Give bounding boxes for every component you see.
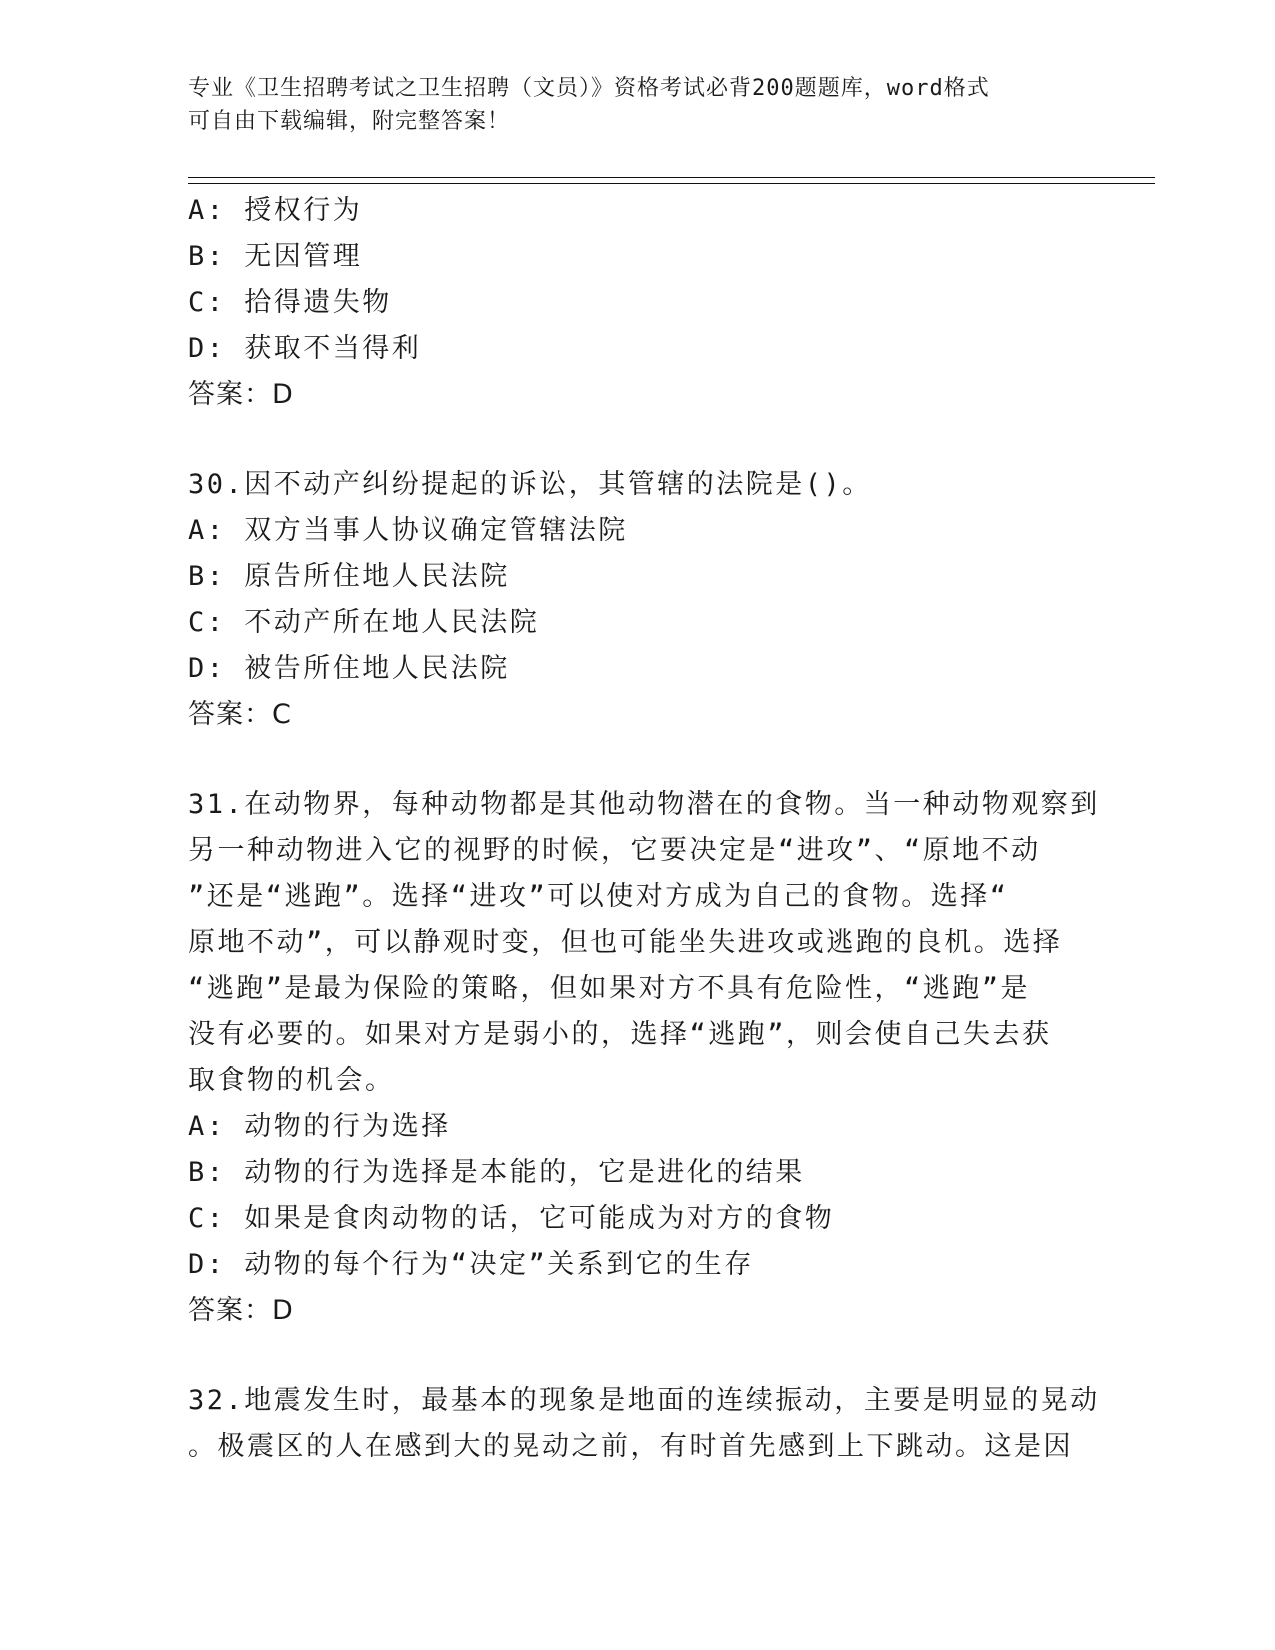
question-stem-line: 。极震区的人在感到大的晃动之前，有时首先感到上下跳动。这是因 bbox=[188, 1431, 1073, 1462]
question-31-block bbox=[188, 782, 1100, 1334]
option-b: B: 无因管理 bbox=[188, 241, 363, 272]
header-divider-bottom bbox=[188, 183, 1155, 184]
header-line-1: 专业《卫生招聘考试之卫生招聘（文员）》资格考试必背200题题库，word格式 bbox=[188, 76, 990, 101]
option-d: D: 被告所住地人民法院 bbox=[188, 653, 510, 684]
option-a: A: 动物的行为选择 bbox=[188, 1111, 451, 1142]
question-stem-line: ”还是“逃跑”。选择“进攻”可以使对方成为自己的食物。选择“ bbox=[188, 881, 1009, 912]
option-d: D: 获取不当得利 bbox=[188, 333, 422, 364]
question-stem: 30.因不动产纠纷提起的诉讼，其管辖的法院是()。 bbox=[188, 469, 872, 500]
question-stem-line: 另一种动物进入它的视野的时候，它要决定是“进攻”、“原地不动 bbox=[188, 835, 1041, 866]
option-b: B: 动物的行为选择是本能的，它是进化的结果 bbox=[188, 1157, 805, 1188]
answer-label: 答案：D bbox=[188, 379, 294, 410]
header-line-2: 可自由下载编辑，附完整答案！ bbox=[188, 109, 511, 134]
spacer bbox=[188, 418, 1088, 462]
header-divider-top bbox=[188, 177, 1155, 178]
question-32-block bbox=[188, 1378, 1100, 1470]
option-c: C: 拾得遗失物 bbox=[188, 287, 392, 318]
question-30-block bbox=[188, 462, 1088, 738]
option-b: B: 原告所住地人民法院 bbox=[188, 561, 510, 592]
spacer bbox=[188, 738, 1088, 782]
question-list bbox=[188, 188, 1100, 1470]
option-a: A: 授权行为 bbox=[188, 195, 363, 226]
question-stem-line: 原地不动”，可以静观时变，但也可能坐失进攻或逃跑的良机。选择 bbox=[188, 927, 1063, 958]
spacer bbox=[188, 1334, 1088, 1378]
document-header bbox=[188, 72, 1068, 138]
question-29-block bbox=[188, 188, 1088, 418]
question-stem-line: 没有必要的。如果对方是弱小的，选择“逃跑”，则会使自己失去获 bbox=[188, 1019, 1052, 1050]
answer-label: 答案：D bbox=[188, 1295, 294, 1326]
question-stem-line: 取食物的机会。 bbox=[188, 1065, 395, 1096]
question-stem-line: 32.地震发生时，最基本的现象是地面的连续振动，主要是明显的晃动 bbox=[188, 1385, 1100, 1416]
question-stem-line: 31.在动物界，每种动物都是其他动物潜在的食物。当一种动物观察到 bbox=[188, 789, 1100, 820]
option-d: D: 动物的每个行为“决定”关系到它的生存 bbox=[188, 1249, 754, 1280]
question-stem-line: “逃跑”是最为保险的策略，但如果对方不具有危险性，“逃跑”是 bbox=[188, 973, 1031, 1004]
answer-label: 答案：C bbox=[188, 699, 292, 730]
option-a: A: 双方当事人协议确定管辖法院 bbox=[188, 515, 628, 546]
option-c: C: 如果是食肉动物的话，它可能成为对方的食物 bbox=[188, 1203, 835, 1234]
option-c: C: 不动产所在地人民法院 bbox=[188, 607, 540, 638]
